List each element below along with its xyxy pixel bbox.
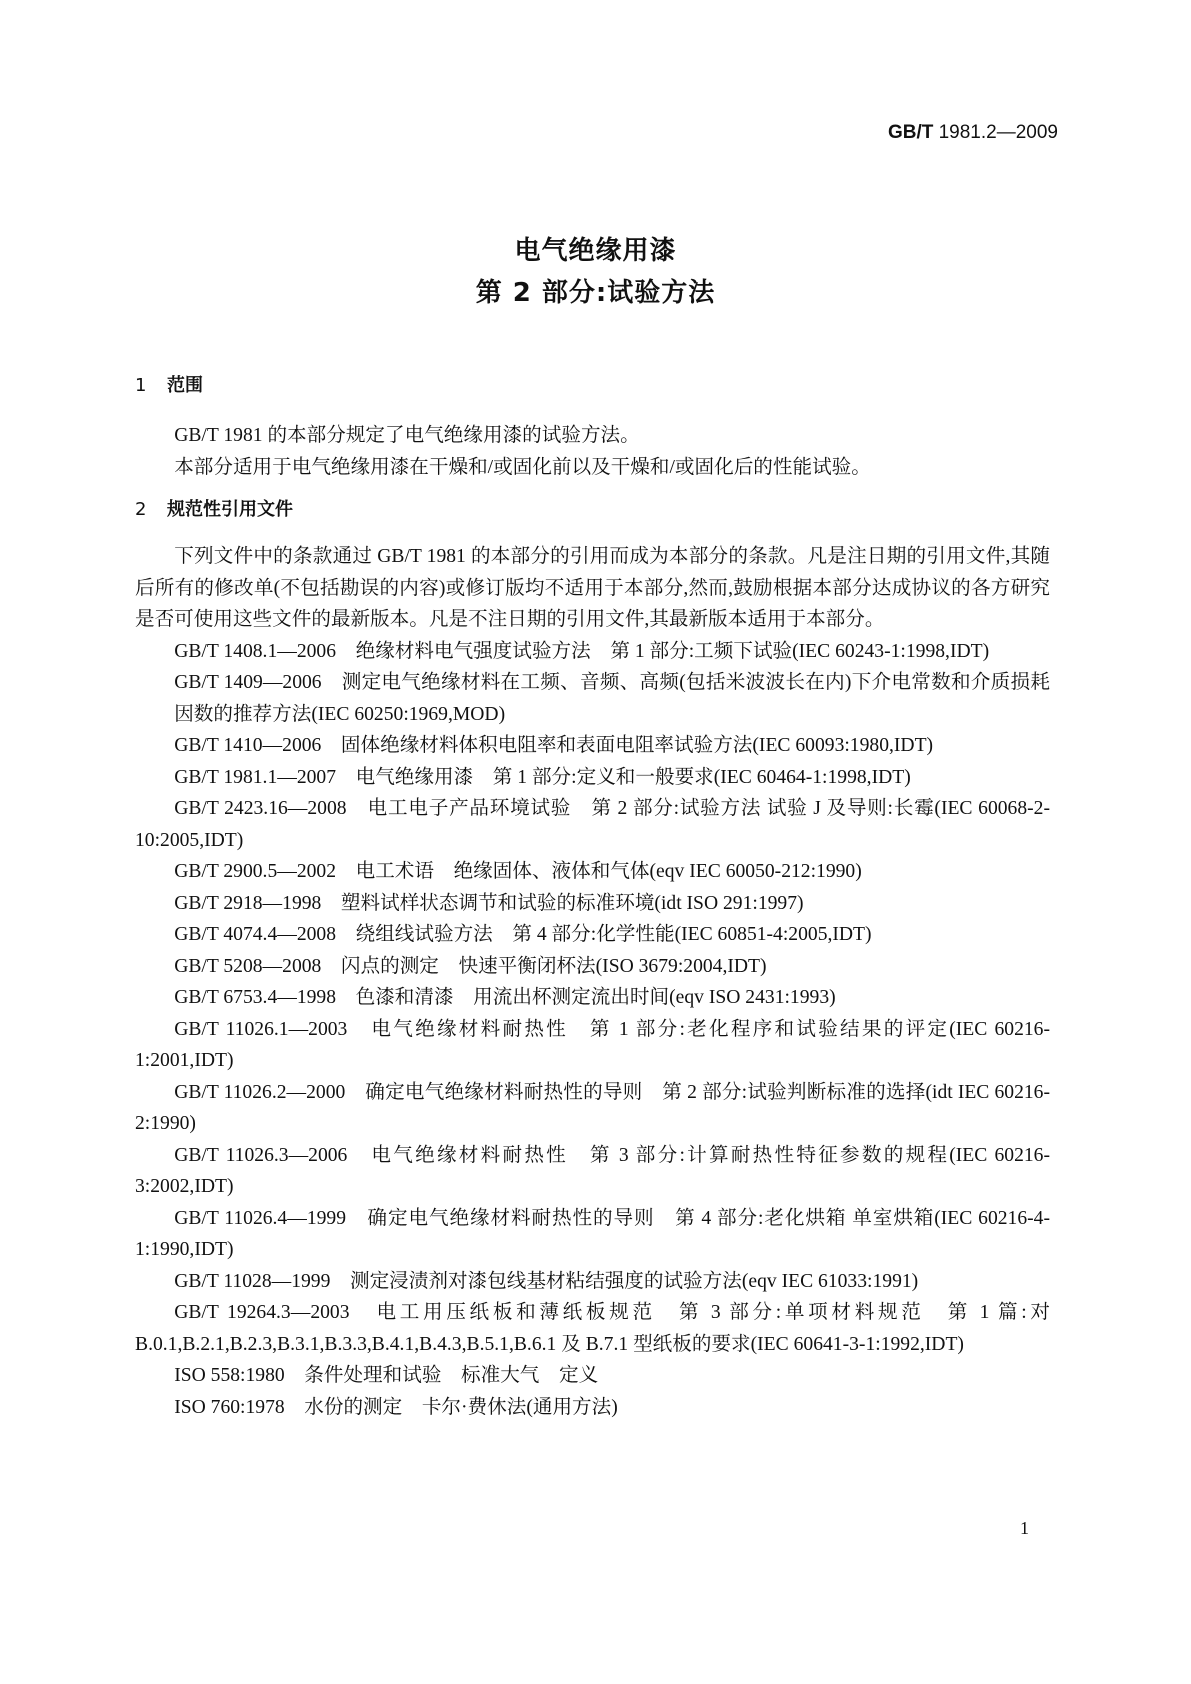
reference-item: GB/T 11026.1—2003 电气绝缘材料耐热性 第 1 部分:老化程序和试验结果的评定(IEC 60216-1:2001,IDT) [135,1018,1050,1071]
document-title: 电气绝缘用漆 [514,236,677,266]
reference-item: GB/T 1410—2006 固体绝缘材料体积电阻率和表面电阻率试验方法(IEC 60093:1980,IDT) [174,735,934,756]
reference-item: GB/T 19264.3—2003 电工用压纸板和薄纸板规范 第 3 部分:单项材料规范 第 1 篇:对 B.0.1,B.2.1,B.2.3,B.3.1,B.3.3,B.4.1,B.4.3,B.5.1,B.6.1 及 B.7.1 型纸板的要求(IEC 60641-3-1:1992,IDT) [135,1302,1050,1355]
reference-item: GB/T 11026.3—2006 电气绝缘材料耐热性 第 3 部分:计算耐热性特征参数的规程(IEC 60216-3:2002,IDT) [135,1144,1050,1197]
reference-item: GB/T 1409—2006 测定电气绝缘材料在工频、音频、高频(包括米波波长在内)下介电常数和介质损耗因数的推荐方法(IEC 60250:1969,MOD) [174,672,1050,725]
reference-item: GB/T 6753.4—1998 色漆和清漆 用流出杯测定流出时间(eqv ISO 2431:1993) [174,987,836,1008]
section-number: 2 [135,499,147,520]
reference-item: GB/T 4074.4—2008 绕组线试验方法 第 4 部分:化学性能(IEC 60851-4:2005,IDT) [174,924,872,945]
intro-paragraph: 下列文件中的条款通过 GB/T 1981 的本部分的引用而成为本部分的条款。凡是注日期的引用文件,其随后所有的修改单(不包括勘误的内容)或修订版均不适用于本部分,然而,鼓励根据本部分达成协议的各方研究是否可使用这些文件的最新版本。凡是不注日期的引用文件,其最新版本适用于本部分。 [135,546,1050,630]
reference-item: GB/T 2900.5—2002 电工术语 绝缘固体、液体和气体(eqv IEC 60050-212:1990) [174,861,862,882]
scope-body [135,420,1050,483]
page-number: 1 [1020,1518,1029,1538]
reference-item: GB/T 11026.4—1999 确定电气绝缘材料耐热性的导则 第 4 部分:老化烘箱 单室烘箱(IEC 60216-4-1:1990,IDT) [135,1207,1050,1260]
reference-item: GB/T 1981.1—2007 电气绝缘用漆 第 1 部分:定义和一般要求(IEC 60464-1:1998,IDT) [174,766,911,788]
reference-item: GB/T 5208—2008 闪点的测定 快速平衡闭杯法(ISO 3679:2004,IDT) [174,955,767,977]
standard-number: 1981.2—2009 [938,122,1058,143]
normative-references-body [135,541,1050,1423]
reference-item: GB/T 11028—1999 测定浸渍剂对漆包线基材粘结强度的试验方法(eqv IEC 61033:1991) [174,1270,919,1292]
paragraph: 本部分适用于电气绝缘用漆在干燥和/或固化前以及干燥和/或固化后的性能试验。 [174,456,871,478]
section-title: 规范性引用文件 [167,499,293,520]
section-heading-normative-references [135,494,293,526]
reference-item: ISO 558:1980 条件处理和试验 标准大气 定义 [174,1365,599,1386]
document-subtitle: 第 2 部分:试验方法 [475,278,716,308]
standard-code [888,122,1058,144]
reference-item: GB/T 2423.16—2008 电工电子产品环境试验 第 2 部分:试验方法 试验 J 及导则:长霉(IEC 60068-2-10:2005,IDT) [135,798,1050,851]
reference-item: ISO 760:1978 水份的测定 卡尔·费休法(通用方法) [174,1396,618,1418]
paragraph: GB/T 1981 的本部分规定了电气绝缘用漆的试验方法。 [174,425,640,446]
section-title: 范围 [167,375,203,396]
reference-item: GB/T 1408.1—2006 绝缘材料电气强度试验方法 第 1 部分:工频下试验(IEC 60243-1:1998,IDT) [174,640,990,662]
reference-item: GB/T 2918—1998 塑料试样状态调节和试验的标准环境(idt ISO 291:1997) [174,892,804,914]
reference-item: GB/T 11026.2—2000 确定电气绝缘材料耐热性的导则 第 2 部分:试验判断标准的选择(idt IEC 60216-2:1990) [135,1081,1050,1134]
section-number: 1 [135,375,147,396]
section-heading-scope [135,370,203,402]
standard-prefix: GB/T [887,122,934,143]
